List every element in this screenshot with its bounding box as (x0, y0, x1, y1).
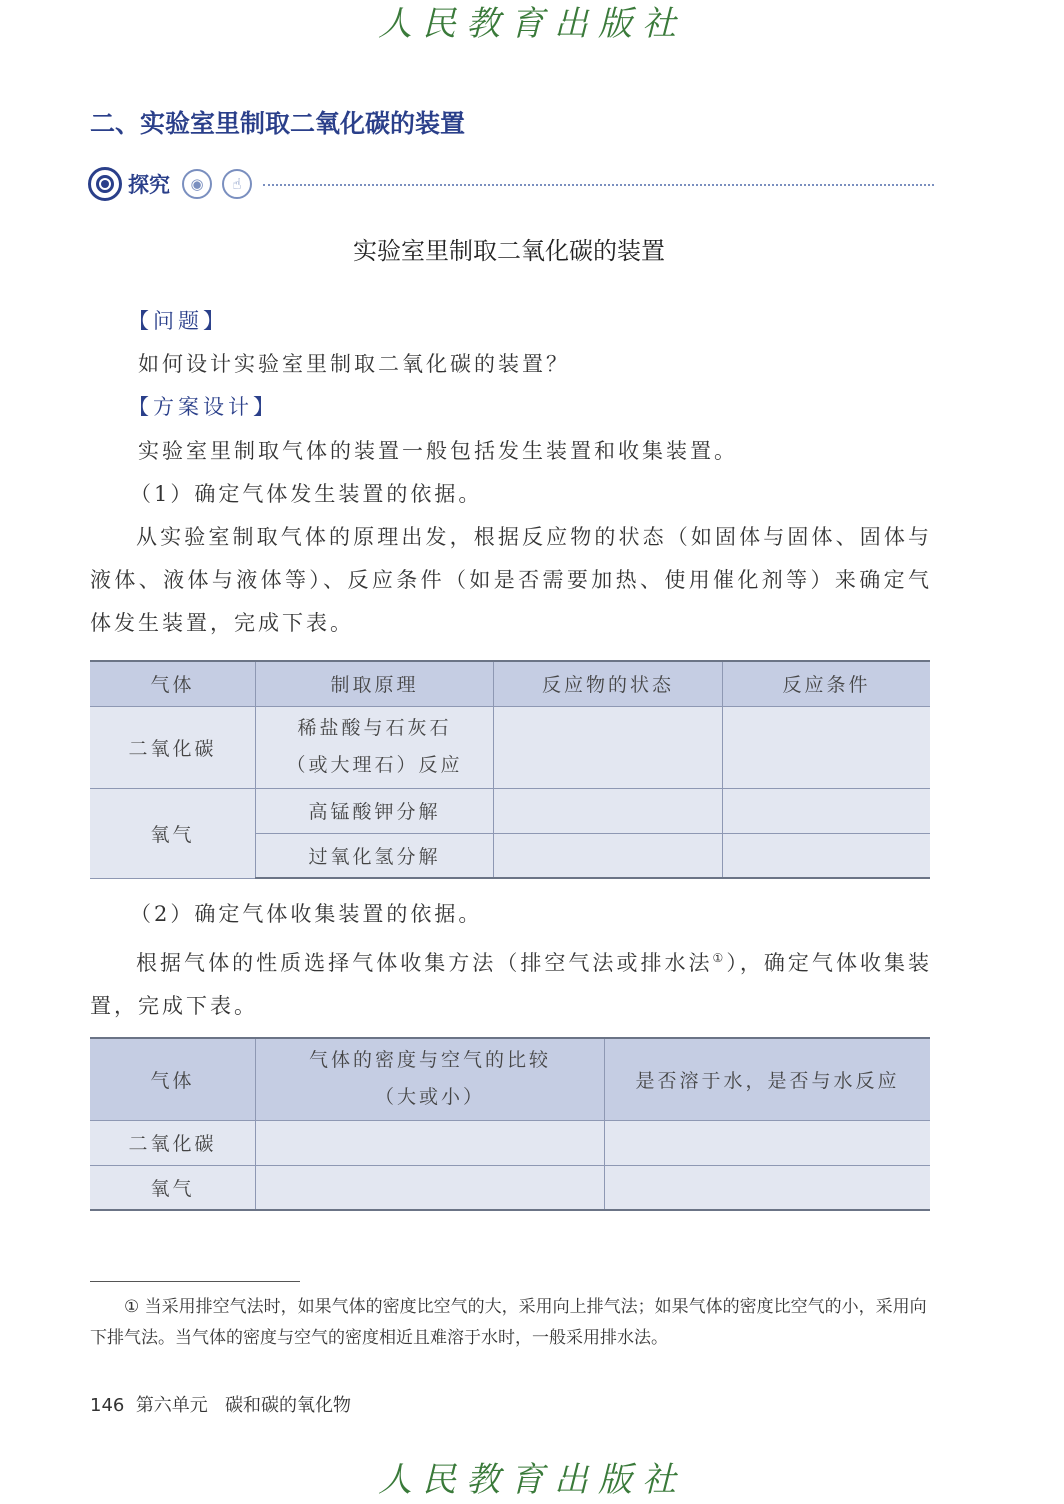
density-cell (256, 1120, 605, 1165)
part1-text: 从实验室制取气体的原理出发，根据反应物的状态（如固体与固体、固体与液体、液体与液体等）、反应条件（如是否需要加热、使用催化剂等）来确定气体发生装置，完成下表。 (90, 525, 932, 635)
design-label: 【方案设计】 (128, 395, 278, 419)
table-header (256, 1038, 605, 1120)
question-label: 【问题】 (128, 309, 228, 333)
table-header-row (90, 661, 930, 706)
gas-cell: 二氧化碳 (90, 706, 256, 788)
table-row (90, 788, 930, 833)
part1-title: （1）确定气体发生装置的依据。 (130, 482, 483, 506)
part2-title: （2）确定气体收集装置的依据。 (130, 902, 483, 926)
dotted-divider (263, 184, 934, 186)
table-row (90, 1120, 930, 1165)
explore-banner (88, 166, 934, 204)
target-icon (88, 167, 122, 201)
table-header-row (90, 1038, 930, 1120)
generation-table (90, 660, 930, 879)
table-header: 是否溶于水，是否与水反应 (605, 1038, 931, 1120)
footnote-divider (90, 1281, 300, 1282)
state-cell (494, 833, 723, 878)
state-cell (494, 788, 723, 833)
principle-line: （或大理石）反应 (286, 754, 463, 776)
gas-cell: 氧气 (90, 1165, 256, 1210)
principle-line: 稀盐酸与石灰石 (297, 717, 452, 739)
footnote: ① 当采用排空气法时，如果气体的密度比空气的大，采用向上排气法；如果气体的密度比空气的小，采用向下排气法。当气体的密度与空气的密度相近且难溶于水时，一般采用排水法。 (90, 1297, 927, 1348)
page-footer (90, 1391, 351, 1417)
principle-cell: 高锰酸钾分解 (256, 788, 494, 833)
table-header: 制取原理 (256, 661, 494, 706)
solubility-cell (605, 1165, 931, 1210)
condition-cell (723, 706, 931, 788)
header-line: （大或小） (374, 1086, 485, 1109)
experiment-title: 实验室里制取二氧化碳的装置 (353, 237, 665, 265)
collection-table (90, 1037, 930, 1211)
table-header: 气体 (90, 1038, 256, 1120)
solubility-cell (605, 1120, 931, 1165)
publisher-logo-bottom: 人民教育出版社 (378, 1460, 686, 1500)
publisher-logo-top: 人民教育出版社 (378, 4, 686, 44)
table-header: 反应物的状态 (494, 661, 723, 706)
table-row (90, 706, 930, 788)
gas-cell: 氧气 (90, 788, 256, 878)
part2-text (90, 937, 932, 1028)
eye-icon: ◉ (182, 169, 212, 199)
part2-text-after: ），确定气体收集装置，完成下表。 (90, 951, 933, 1018)
state-cell (494, 706, 723, 788)
unit-name: 第六单元 (135, 1395, 208, 1416)
gas-cell: 二氧化碳 (90, 1120, 256, 1165)
table-header: 反应条件 (723, 661, 931, 706)
principle-cell (256, 706, 494, 788)
table-row (90, 1165, 930, 1210)
design-intro: 实验室里制取气体的装置一般包括发生装置和收集装置。 (138, 439, 738, 463)
principle-cell: 过氧化氢分解 (256, 833, 494, 878)
table-header: 气体 (90, 661, 256, 706)
header-line: 气体的密度与空气的比较 (308, 1049, 551, 1072)
hand-icon: ☝ (222, 169, 252, 199)
part2-text-before: 根据气体的性质选择气体收集方法（排空气法或排水法 (136, 951, 713, 975)
page-number: 146 (90, 1395, 125, 1416)
explore-label: 探究 (128, 173, 170, 197)
section-title: 二、实验室里制取二氧化碳的装置 (90, 109, 466, 138)
question-text: 如何设计实验室里制取二氧化碳的装置？ (138, 352, 570, 376)
density-cell (256, 1165, 605, 1210)
condition-cell (723, 788, 931, 833)
condition-cell (723, 833, 931, 878)
footnote-mark: ① (712, 951, 727, 965)
chapter-name: 碳和碳的氧化物 (224, 1395, 351, 1416)
